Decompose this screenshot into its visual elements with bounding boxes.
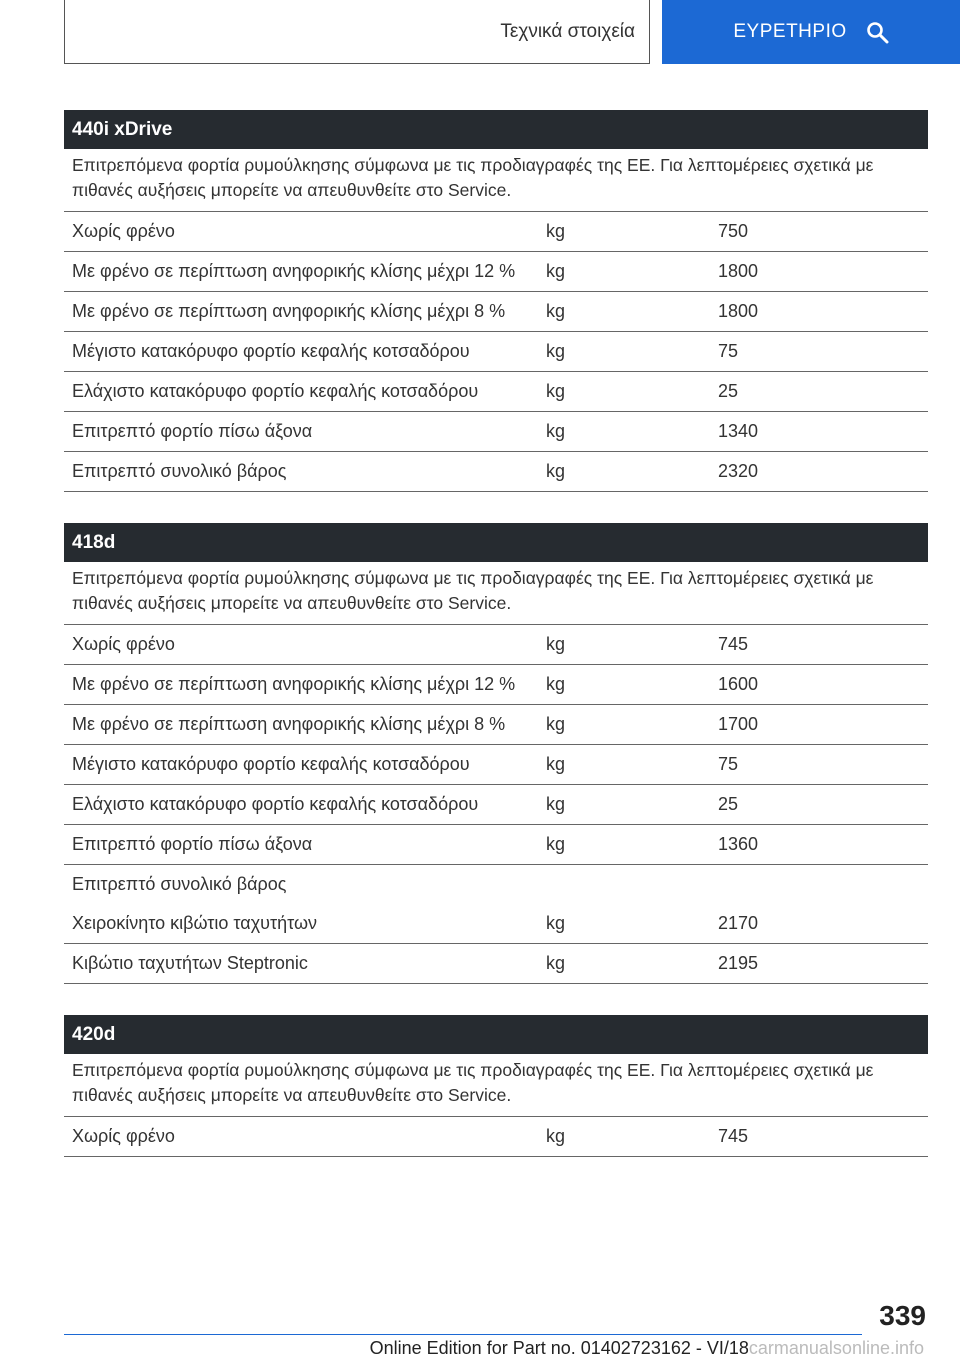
table-row [64, 212, 928, 252]
cell-unit: kg [546, 674, 566, 694]
chapter-title[interactable] [64, 0, 650, 64]
table-row [64, 944, 928, 984]
search-icon [865, 20, 889, 44]
cell-label: Με φρένο σε περίπτωση ανηφορικής κλίσης μέχρι 8 % [72, 714, 506, 734]
cell-unit: kg [546, 381, 566, 401]
cell-label: Ελάχιστο κατακόρυφο φορτίο κεφαλής κοτσαδόρου [72, 381, 479, 401]
table-row [64, 745, 928, 785]
cell-unit: kg [546, 794, 566, 814]
footer-watermark: carmanualsonline.info [748, 1338, 924, 1358]
table-row [64, 625, 928, 665]
cell-value: 75 [718, 341, 739, 361]
cell-label: Μέγιστο κατακόρυφο φορτίο κεφαλής κοτσαδόρου [72, 341, 470, 361]
cell-label: Με φρένο σε περίπτωση ανηφορικής κλίσης μέχρι 8 % [72, 301, 506, 321]
cell-unit: kg [546, 421, 566, 441]
cell-unit: kg [546, 634, 566, 654]
table-row [64, 904, 928, 944]
cell-value: 745 [718, 1126, 749, 1146]
cell-label: Ελάχιστο κατακόρυφο φορτίο κεφαλής κοτσαδόρου [72, 794, 479, 814]
cell-unit: kg [546, 301, 566, 321]
cell-value: 1800 [718, 261, 759, 281]
cell-label: Επιτρεπτό φορτίο πίσω άξονα [72, 421, 313, 441]
section-title: 418d [64, 523, 928, 562]
cell-label: Κιβώτιο ταχυτήτων Steptronic [72, 953, 308, 973]
table-row [64, 412, 928, 452]
cell-label: Επιτρεπτό συνολικό βάρος [72, 874, 287, 894]
cell-unit: kg [546, 754, 566, 774]
table-row [64, 452, 928, 492]
section-title: 440i xDrive [64, 110, 928, 149]
top-bar [0, 0, 960, 66]
table-row [64, 705, 928, 745]
table-row [64, 665, 928, 705]
cell-unit: kg [546, 913, 566, 933]
cell-value: 25 [718, 381, 739, 401]
spec-section [64, 1015, 928, 1157]
spec-section [64, 523, 928, 984]
footer-edition: Online Edition for Part no. 01402723162 - VI/18 [369, 1338, 749, 1358]
table-row [64, 865, 928, 904]
table-row [64, 252, 928, 292]
cell-value: 75 [718, 754, 739, 774]
cell-value [718, 875, 928, 894]
index-button-label: ΕΥΡΕΤΗΡΙΟ [733, 21, 847, 42]
cell-value: 2170 [718, 913, 759, 933]
cell-value: 25 [718, 794, 739, 814]
table-row [64, 825, 928, 865]
index-button[interactable] [662, 0, 960, 64]
cell-unit: kg [546, 221, 566, 241]
cell-value: 1340 [718, 421, 759, 441]
cell-value: 1800 [718, 301, 759, 321]
page-number: 339 [879, 1300, 926, 1331]
section-title: 420d [64, 1015, 928, 1054]
table-row [64, 1117, 928, 1157]
section-note: Επιτρεπόμενα φορτία ρυμούλκησης σύμφωνα με τις προδιαγραφές της ΕΕ. Για λεπτομέρειες σχετικά με πιθανές αυξήσεις μπορείτε να απευθυνθείτε στο Service. [64, 1054, 928, 1117]
cell-unit: kg [546, 341, 566, 361]
cell-unit: kg [546, 461, 566, 481]
cell-value: 750 [718, 221, 749, 241]
cell-unit [546, 875, 718, 894]
cell-value: 1600 [718, 674, 759, 694]
cell-label: Επιτρεπτό φορτίο πίσω άξονα [72, 834, 313, 854]
cell-unit: kg [546, 1126, 566, 1146]
section-note: Επιτρεπόμενα φορτία ρυμούλκησης σύμφωνα με τις προδιαγραφές της ΕΕ. Για λεπτομέρειες σχετικά με πιθανές αυξήσεις μπορείτε να απευθυνθείτε στο Service. [64, 562, 928, 625]
cell-label: Χωρίς φρένο [72, 221, 175, 241]
table-row [64, 785, 928, 825]
cell-label: Χωρίς φρένο [72, 1126, 175, 1146]
cell-label: Χειροκίνητο κιβώτιο ταχυτήτων [72, 913, 318, 933]
footer [64, 1336, 928, 1360]
section-note: Επιτρεπόμενα φορτία ρυμούλκησης σύμφωνα με τις προδιαγραφές της ΕΕ. Για λεπτομέρειες σχετικά με πιθανές αυξήσεις μπορείτε να απευθυνθείτε στο Service. [64, 149, 928, 212]
cell-label: Χωρίς φρένο [72, 634, 175, 654]
footer-divider [64, 1334, 862, 1335]
cell-label: Με φρένο σε περίπτωση ανηφορικής κλίσης μέχρι 12 % [72, 674, 516, 694]
spec-content [64, 110, 928, 1188]
cell-unit: kg [546, 834, 566, 854]
cell-value: 1360 [718, 834, 759, 854]
cell-label: Με φρένο σε περίπτωση ανηφορικής κλίσης μέχρι 12 % [72, 261, 516, 281]
cell-label: Μέγιστο κατακόρυφο φορτίο κεφαλής κοτσαδόρου [72, 754, 470, 774]
cell-unit: kg [546, 714, 566, 734]
cell-value: 1700 [718, 714, 759, 734]
cell-value: 2195 [718, 953, 759, 973]
cell-label: Επιτρεπτό συνολικό βάρος [72, 461, 287, 481]
cell-unit: kg [546, 261, 566, 281]
cell-value: 745 [718, 634, 749, 654]
cell-unit: kg [546, 953, 566, 973]
table-row [64, 372, 928, 412]
cell-value: 2320 [718, 461, 759, 481]
table-row [64, 332, 928, 372]
chapter-title-label: Τεχνικά στοιχεία [500, 20, 635, 42]
spec-section [64, 110, 928, 492]
table-row [64, 292, 928, 332]
